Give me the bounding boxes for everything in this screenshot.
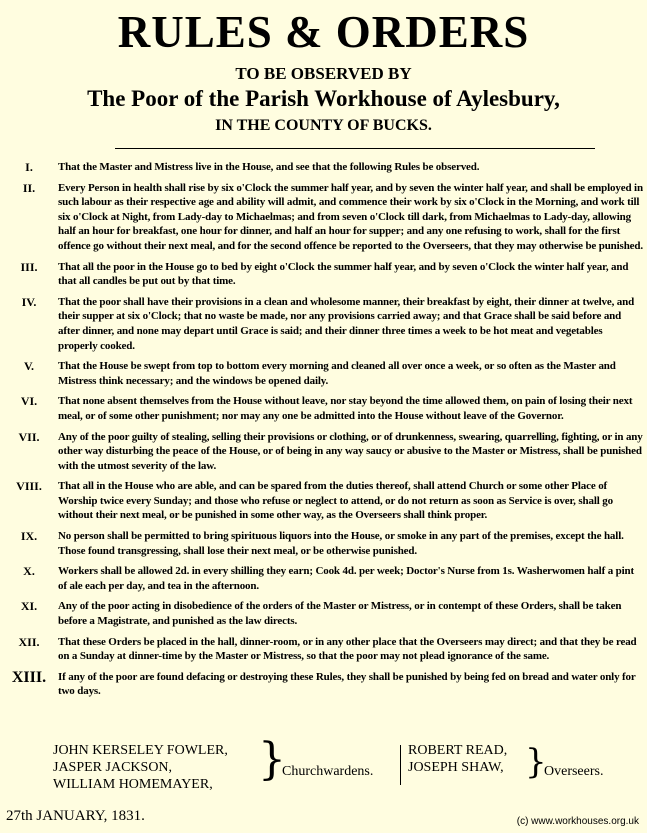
rule-number: XI. [20,599,38,614]
rule-text: That the Master and Mistress live in the House, and see that the following Rules be observed. [58,161,480,173]
rule-number: VI. [20,394,38,409]
rule-text: If any of the poor are found defacing or destroying these Rules, they shall be punished by being fed on bread and water only for two days. [58,670,636,698]
rule-text: Every Person in health shall rise by six o'Clock the summer half year, and by seven the winter half year, and shall be employed in such labour as their respective age and ability will admit, and commence their work by six o'Clock in the Morning, and work till six o'Clock at Night, from Lady-day to Michaelmas; and from seven o'Clock till dark, from Michaelmas to Lady-day, allowing half an hour for breakfast, one hour for dinner, and half an hour for supper; and any one refusing to work, shall for the first offence go without their next meal, and for the second offence be reported to the Overseers, that they may otherwise be punished. [58,181,643,252]
overseers-names [408,742,507,776]
rule-item [0,359,647,388]
subtitle-observed-by: TO BE OBSERVED BY [235,64,412,83]
churchwardens-names [53,742,228,793]
rule-text: That these Orders be placed in the hall, dinner-room, or in any other place that the Overseers may direct; and that they be read on a Sunday at dinner-time by the Master or Mistress, so that the poor may not plead ignorance of the same. [58,635,637,663]
rule-number: V. [23,359,35,374]
overseers-label: Overseers. [544,764,604,779]
subtitle-parish: The Poor of the Parish Workhouse of Aylesbury, [87,86,560,111]
rule-number: II. [22,180,36,195]
rule-text: No person shall be permitted to bring spirituous liquors into the House, or smoke in any part of the premises, except the hall. Those found transgressing, shall lose their next meal, or be otherwise punished. [58,530,624,557]
rule-text: That none absent themselves from the House without leave, nor stay beyond the time allowed them, on pain of losing their next meal, or of some other punishment; nor may any one be admitted into the House without leave of the Governor. [58,395,633,422]
rule-text: That the House be swept from top to bottom every morning and cleaned all over once a week, or so often as the Master and Mistress think necessary; and the windows be opened daily. [58,360,616,387]
rules-list [0,160,647,705]
divider [115,148,595,149]
rule-item [0,670,647,699]
rule-item [0,479,647,523]
rule-item [0,295,647,353]
rule-text: That the poor shall have their provisions in a clean and wholesome manner, their breakfast by eight, their dinner at twelve, and their supper at six o'Clock; that no waste be made, nor any provisions carried away; and that Grace shall be said before and after dinner, and none may depart until Grace is said; and their dinner three times a week to be hot meat and vegetables properly cooked. [58,295,635,352]
rule-item [0,599,647,628]
rule-text: Any of the poor acting in disobedience of the orders of the Master or Mistress, or in contempt of these Orders, shall be taken before a Magistrate, and punished as the law directs. [58,600,622,628]
rule-text: Workers shall be allowed 2d. in every shilling they earn; Cook 4d. per week; Doctor's Nurse from 1s. Washerwomen half a pint of ale each per day, and tea in the afternoon. [58,565,635,592]
rule-number: VII. [18,429,40,444]
rule-number: III. [20,259,38,274]
rule-number: VIII. [16,479,42,494]
rule-item [0,260,647,289]
rule-text: Any of the poor guilty of stealing, selling their provisions or clothing, or of drunkenness, swearing, quarrelling, fighting, or in any other way disturbing the peace of the House, or of being in any way saucy or abusive to the Master or Mistress, shall be punished with the utmost severity of the law. [58,430,643,472]
divider-bar [400,745,401,785]
signatory-name: JOSEPH SHAW, [408,760,504,775]
rule-number: XII. [18,634,40,649]
rule-text: That all in the House who are able, and can be spared from the duties thereof, shall attend Church or some other Place of Worship twice every Sunday; and those who refuse or neglect to attend, or do not return as soon as Service is over, shall go without their next meal, or be punished in some other way, as the Overseers shall think proper. [58,480,613,522]
rule-number: XIII. [11,668,47,686]
rule-item [0,181,647,254]
rule-item [0,394,647,423]
credit: (c) www.workhouses.org.uk [516,816,639,827]
rule-item [0,635,647,664]
signatory-name: JASPER JACKSON, [53,760,173,775]
rule-item [0,160,647,175]
date: 27th JANUARY, 1831. [6,808,145,824]
rule-number: IV. [21,294,37,309]
brace-icon: } [525,742,547,782]
rule-text: That all the poor in the House go to bed by eight o'Clock the summer half year, and by seven o'Clock the winter half year, and that all candles be put out by that time. [58,260,629,288]
rule-item [0,564,647,593]
signatory-name: WILLIAM HOMEMAYER, [53,777,213,792]
rule-number: X. [23,564,35,579]
churchwardens-label: Churchwardens. [282,764,374,779]
subtitle-county: IN THE COUNTY OF BUCKS. [215,117,432,134]
brace-icon: } [258,734,286,785]
rule-number: IX. [20,529,38,544]
signatory-name: JOHN KERSELEY FOWLER, [53,743,228,758]
signatory-name: ROBERT READ, [408,743,508,758]
rule-item [0,529,647,558]
rule-number: I. [25,160,33,174]
rule-item [0,430,647,474]
page-title: RULES & ORDERS [117,7,530,57]
